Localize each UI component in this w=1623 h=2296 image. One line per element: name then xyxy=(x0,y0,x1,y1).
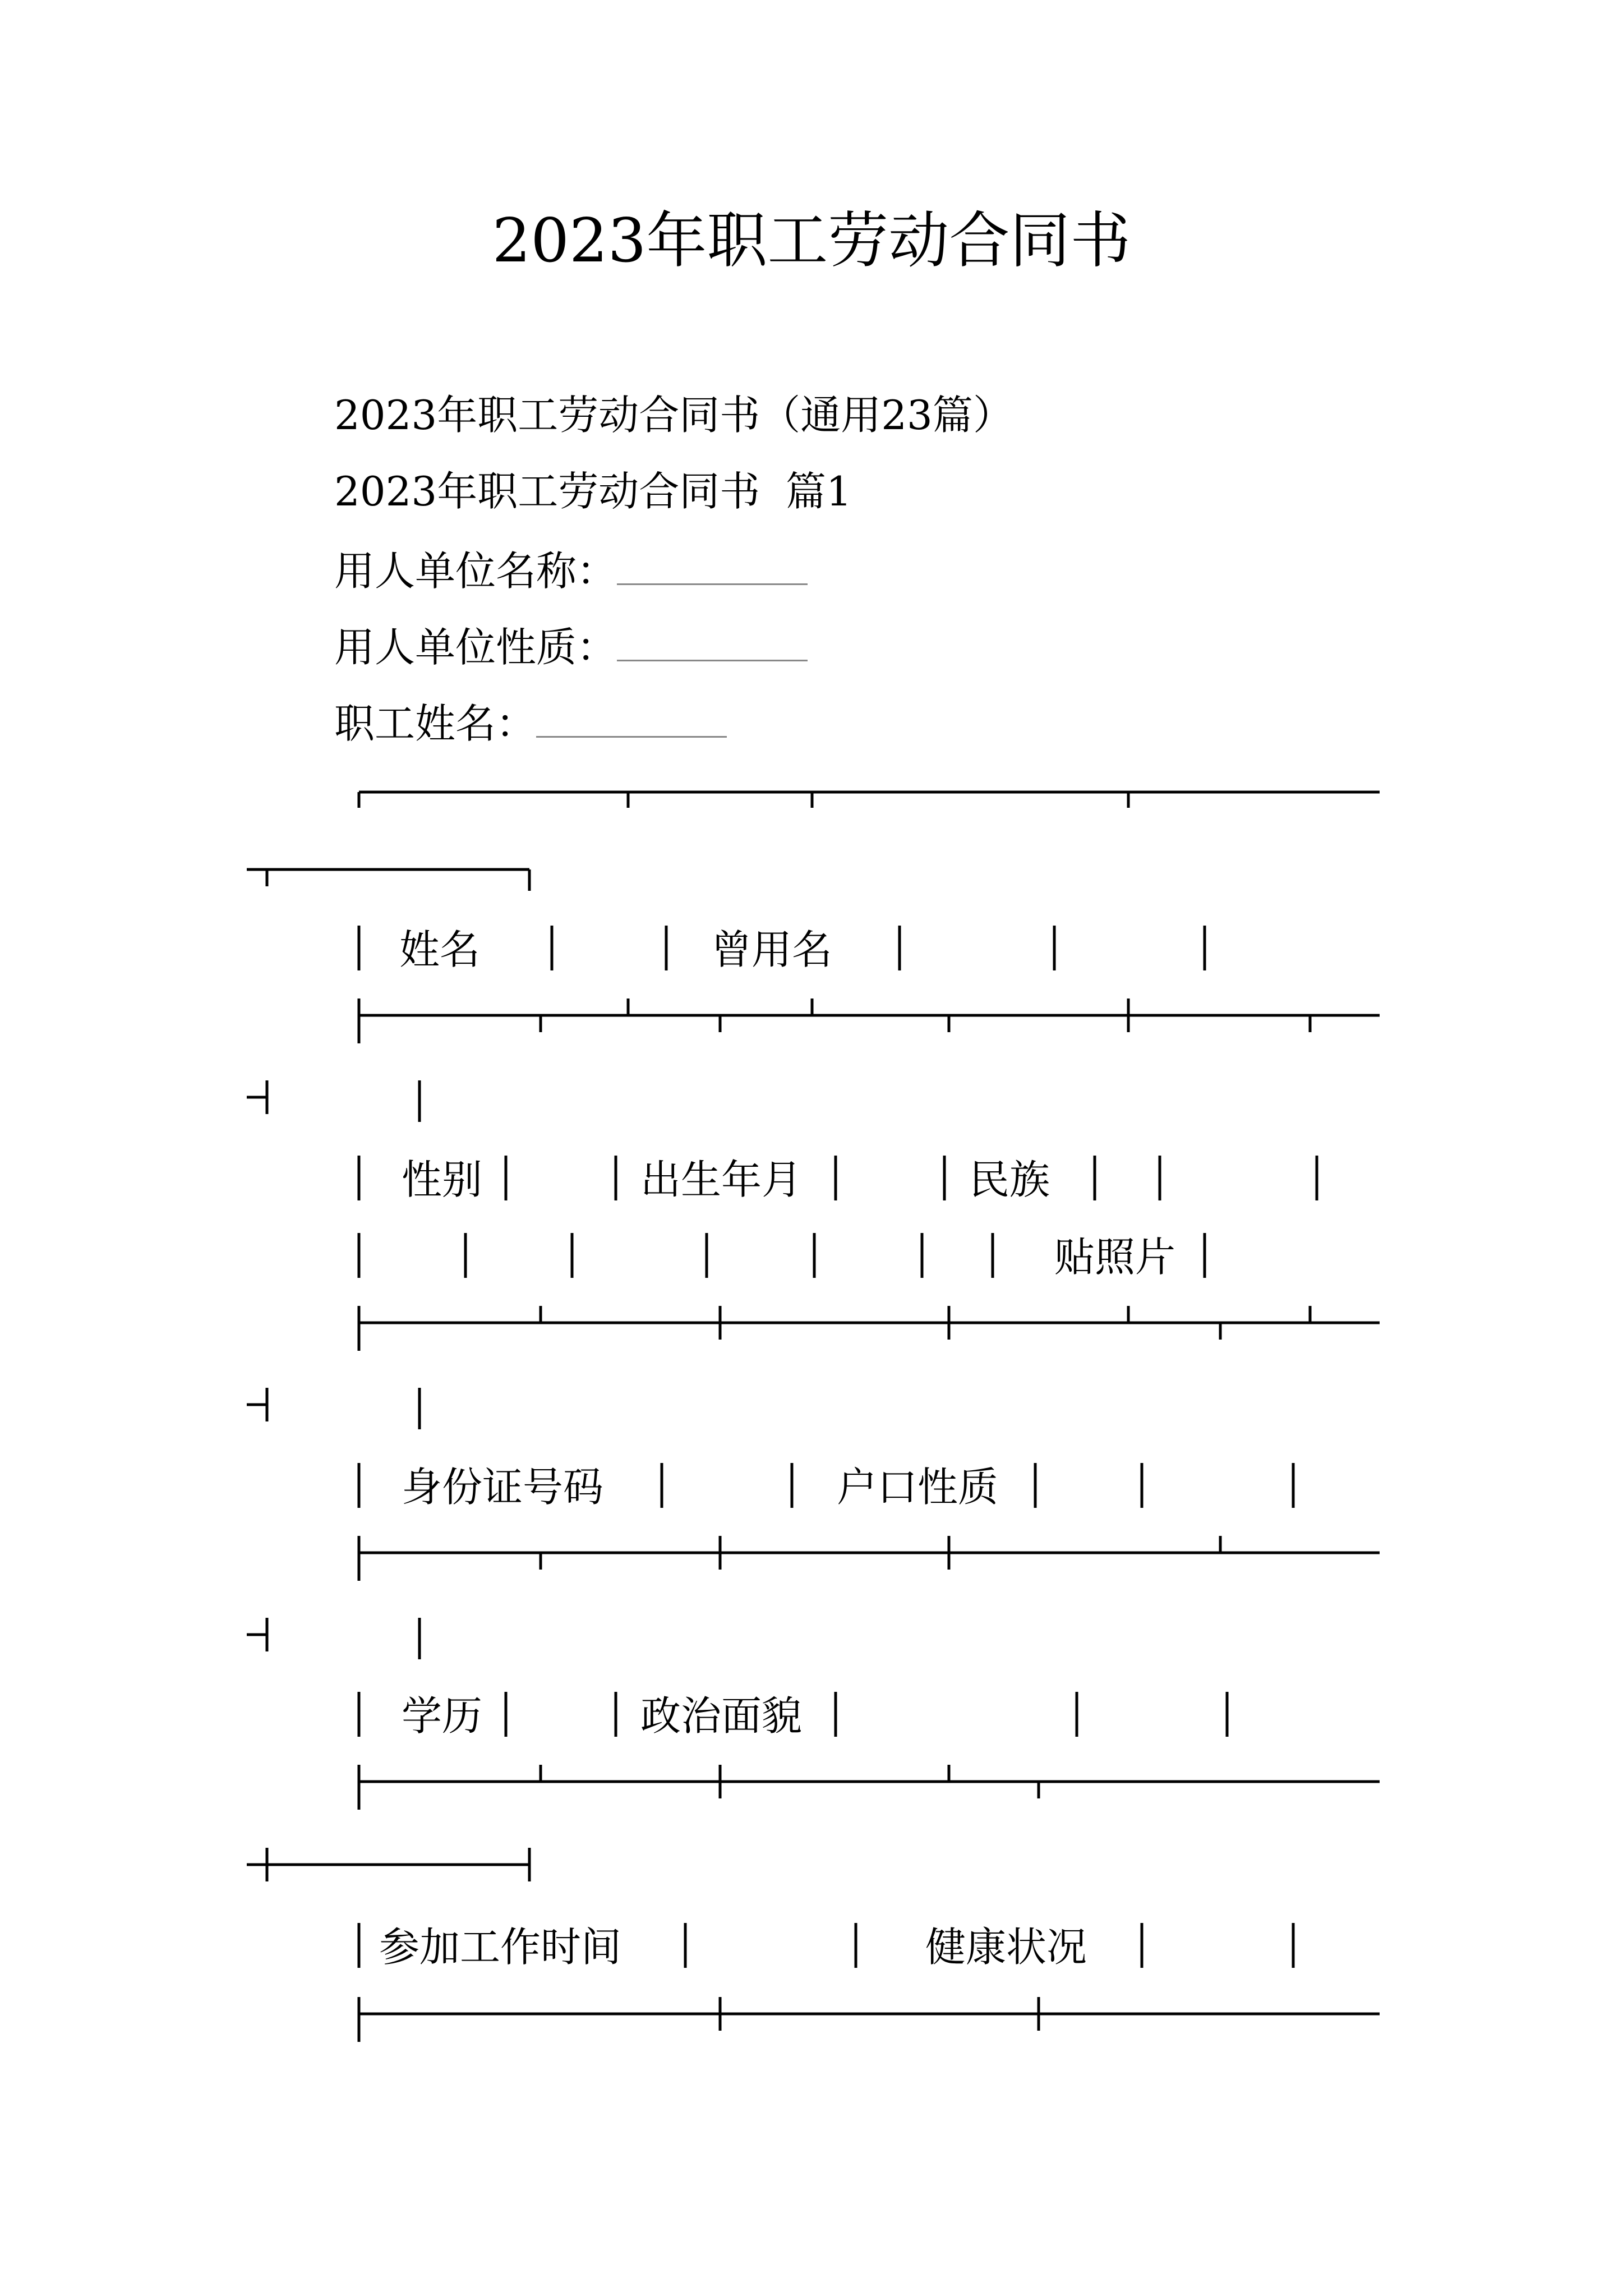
employee-name-field xyxy=(334,692,727,752)
gender-label: 性别 xyxy=(402,1156,483,1203)
section-heading: 2023年职工劳动合同书 篇1 xyxy=(334,468,852,515)
employer-name-label: 用人单位名称： xyxy=(334,547,617,595)
work-start-label: 参加工作时间 xyxy=(379,1924,622,1971)
table-row xyxy=(359,1923,1293,1971)
employer-type-field xyxy=(334,616,808,675)
id-number-label: 身份证号码 xyxy=(402,1464,604,1511)
education-label: 学历 xyxy=(402,1692,483,1740)
employer-name-field xyxy=(334,540,808,599)
hukou-type-label: 户口性质 xyxy=(837,1464,999,1511)
employer-type-blank xyxy=(617,616,808,661)
employee-name-label: 职工姓名： xyxy=(334,700,537,747)
former-name-label: 曾用名 xyxy=(711,926,833,973)
table-row xyxy=(359,1233,1205,1281)
birth-date-label: 出生年月 xyxy=(640,1156,803,1203)
political-status-label: 政治面貌 xyxy=(640,1692,803,1740)
photo-placeholder-label: 贴照片 xyxy=(1054,1234,1176,1281)
table-divider xyxy=(247,999,1380,1122)
table-row xyxy=(359,1692,1227,1740)
name-label: 姓名 xyxy=(399,926,481,973)
table-divider xyxy=(359,1997,1380,2042)
ethnicity-label: 民族 xyxy=(969,1156,1050,1203)
health-status-label: 健康状况 xyxy=(925,1924,1087,1971)
table-row xyxy=(359,926,1205,973)
employer-type-label: 用人单位性质： xyxy=(334,624,617,671)
registration-form-table xyxy=(0,752,1623,2076)
table-row xyxy=(359,1463,1293,1511)
table-divider xyxy=(247,1536,1380,1659)
document-subtitle: 2023年职工劳动合同书（通用23篇） xyxy=(334,392,1013,439)
table-divider xyxy=(247,1306,1380,1429)
page-title: 2023年职工劳动合同书 xyxy=(492,206,1131,276)
table-row xyxy=(359,1156,1317,1203)
table-divider xyxy=(247,1765,1380,1881)
employer-name-blank xyxy=(617,540,808,585)
employee-name-blank xyxy=(536,692,727,738)
table-border-top xyxy=(247,792,1380,891)
